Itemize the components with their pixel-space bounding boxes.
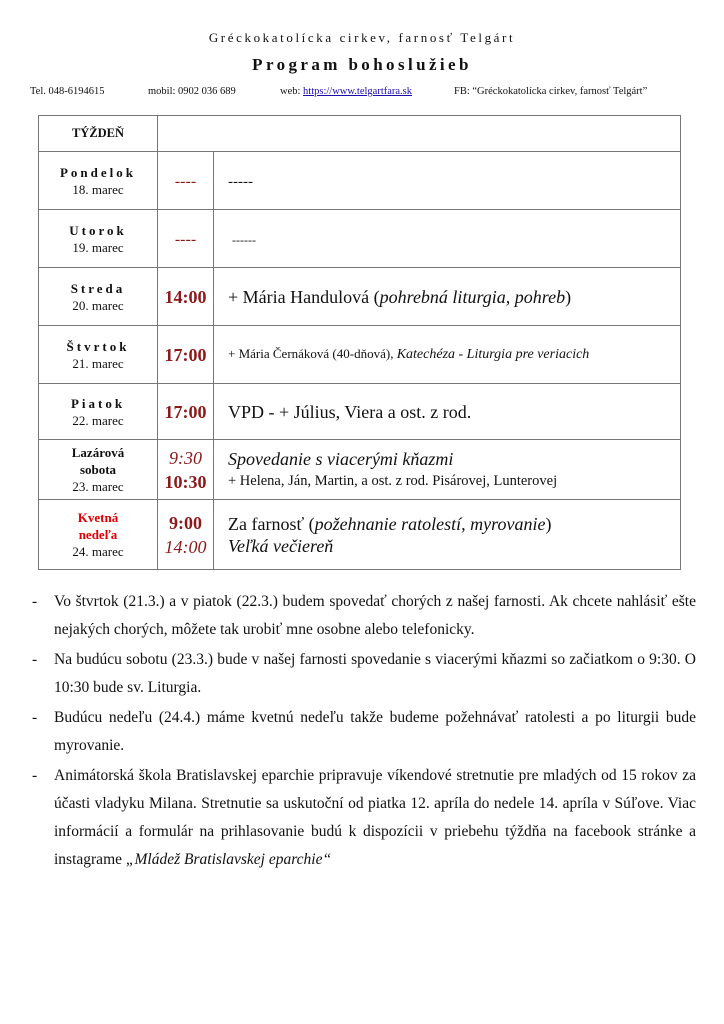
day-date: 24. marec [72,544,124,559]
description-italic: pohrebná liturgia, pohreb [379,286,566,307]
week-value [158,116,681,152]
day-name-line2: nedeľa [78,527,118,542]
table-row [39,210,681,268]
time-value: 17:00 [164,401,207,422]
parish-name: Gréckokatolícka cirkev, farnosť Telgárt [208,30,516,45]
table-row [39,440,681,500]
page-title: Program bohoslužieb [252,55,472,74]
time-cell [158,152,214,210]
description-cell [214,500,681,570]
description-italic: požehnanie ratolestí, myrovanie [314,513,546,534]
time-value: 9:30 [169,447,202,468]
day-name: Štvrtok [66,338,130,354]
announcement-text: Animátorská škola Bratislavskej eparchie pripravuje víkendové stretnutie pre mladých od 15 rokov za účasti vladyku Milana. Stretnutie sa uskutoční od piatka 12. apríla do nedele 14. apríla v Súľove. Viac informácií a formulár na prihlasovanie budú k dispozícii v priebehu týždňa na facebook stránke a instagrame [54,767,696,868]
time-value: 9:00 [169,512,202,533]
description-part: Za farnosť ( [228,513,315,534]
time-value: ---- [174,172,197,190]
mobile-number: mobil: 0902 036 689 [148,86,236,97]
description-part: + Mária Handulová ( [228,286,380,307]
web-label-text: web: [280,86,301,97]
day-name: Lazárová [71,445,125,460]
week-label: TÝŽDEŇ [39,116,158,152]
day-cell [39,440,158,500]
schedule-table [38,115,681,570]
day-cell [39,152,158,210]
day-name: Kvetná [77,510,119,525]
list-item [32,762,696,874]
time-cell [158,440,214,500]
table-row [39,152,681,210]
time-cell [158,210,214,268]
day-date: 19. marec [72,239,124,255]
day-date: 21. marec [72,355,124,371]
website-link[interactable]: https://www.telgartfara.sk [303,86,413,97]
day-cell [39,210,158,268]
description-cell [214,268,681,326]
day-date: 20. marec [72,297,124,313]
day-cell [39,384,158,440]
list-item: - Budúcu nedeľu (24.4.) máme kvetnú nedeľu takže budeme požehnávať ratolesti a po liturgii bude myrovanie. [32,704,696,760]
time-value: 14:00 [164,286,207,307]
time-cell [158,268,214,326]
time-cell [158,326,214,384]
time-value: ---- [174,230,197,248]
time-value: 10:30 [164,471,207,492]
day-date: 22. marec [72,412,124,428]
list-item: - Na budúcu sobotu (23.3.) bude v našej farnosti spovedanie s viacerými kňazmi so začiatkom o 9:30. O 10:30 bude sv. Liturgia. [32,646,696,702]
day-cell [39,326,158,384]
day-name-line2: sobota [79,462,117,477]
announcement-italic: „Mládež Bratislavskej eparchie“ [125,851,332,868]
day-cell [39,500,158,570]
description: ----- [228,173,253,190]
day-name: Pondelok [59,164,136,180]
description-part: ) [565,286,572,307]
facebook-info: FB: “Gréckokatolícka cirkev, farnosť Telgárt” [454,86,648,97]
table-row [39,384,681,440]
table-row [39,500,681,570]
description-cell [214,326,681,384]
day-cell [39,268,158,326]
description: ------ [232,232,256,247]
day-name: Streda [70,280,126,296]
phone-number: Tel. 048-6194615 [30,86,105,97]
description-cell [214,152,681,210]
announcements-list [32,588,696,876]
description-cell [214,384,681,440]
time-cell [158,500,214,570]
contact-line [30,86,710,100]
time-value: 14:00 [164,536,207,557]
description-line: Veľká večiereň [228,535,334,556]
time-value: 17:00 [164,344,207,365]
description-cell [214,440,681,500]
day-date: 18. marec [72,181,124,197]
description-line: Spovedanie s viacerými kňazmi [228,448,454,469]
description-part: ) [545,513,552,534]
table-row [39,268,681,326]
description-line [228,513,680,535]
day-name: Utorok [69,222,127,238]
description-cell [214,210,681,268]
web-label [280,86,412,97]
list-item: - Vo štvrtok (21.3.) a v piatok (22.3.) budem spovedať chorých z našej farnosti. Ak chcete nahlásiť ešte nejakých chorých, môžete tak urobiť mne osobne alebo telefonicky. [32,588,696,644]
description-part: + Mária Černáková (40-dňová), [228,346,397,361]
description-italic: Katechéza - Liturgia pre veriacich [396,347,590,362]
description-line: + Helena, Ján, Martin, a ost. z rod. Pisárovej, Lunterovej [228,472,558,489]
table-row [39,326,681,384]
day-date: 23. marec [72,479,124,494]
description: VPD - + Július, Viera a ost. z rod. [228,401,472,422]
table-row-week [39,116,681,152]
day-name: Piatok [70,395,126,411]
time-cell [158,384,214,440]
